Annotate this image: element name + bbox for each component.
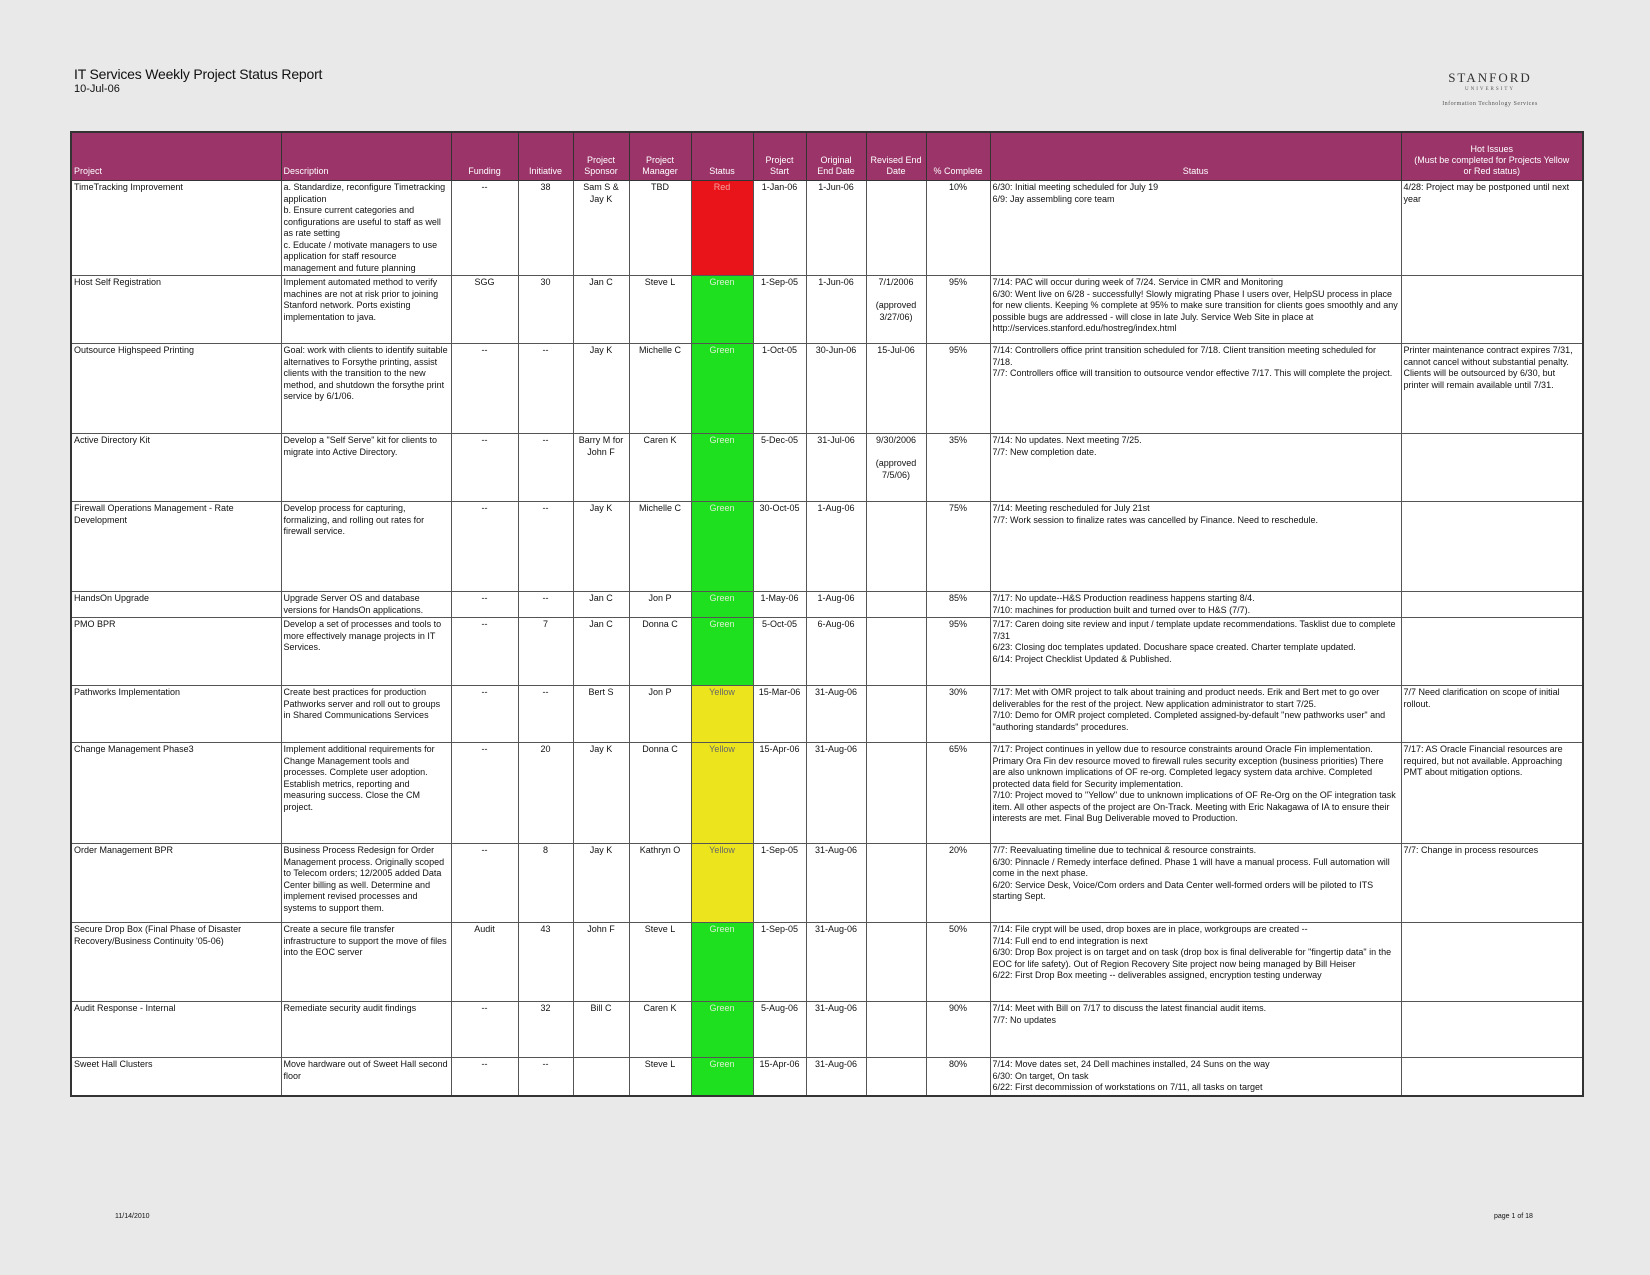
cell-status-indicator: Yellow: [691, 743, 753, 844]
cell-project: Outsource Highspeed Printing: [71, 344, 281, 434]
cell-start-date: 5-Dec-05: [753, 434, 806, 502]
table-row: [71, 1002, 1583, 1058]
cell-project: PMO BPR: [71, 618, 281, 686]
cell-original-end: 30-Jun-06: [806, 344, 866, 434]
table-row: [71, 181, 1583, 276]
cell-sponsor: Jan C: [573, 592, 629, 618]
cell-sponsor: Jay K: [573, 844, 629, 923]
cell-revised-end: [866, 502, 926, 592]
cell-initiative: --: [518, 502, 573, 592]
table-row: [71, 592, 1583, 618]
cell-status-notes: 7/17: Project continues in yellow due to resource constraints around Oracle Fin implementation. Primary Ora Fin dev resource moved to firewall rules security exception (business priorities) There are also unknown implications of OF re-org. Completed legacy system data archive. Completed protected data field for Security implementation. 7/10: Project moved to "Yellow" due to unknown implications of OF Re-Org on the OF integration task item. All other aspects of the project are On-Track. Meeting with Eric Nakagawa of IA to ensure their interests are met. Final Bug Deliverable moved to Production.: [990, 743, 1401, 844]
cell-sponsor: [573, 1058, 629, 1096]
cell-status-notes: 7/14: Meet with Bill on 7/17 to discuss the latest financial audit items. 7/7: No updates: [990, 1002, 1401, 1058]
col-header-sponsor: Project Sponsor: [573, 132, 629, 181]
project-status-table: [70, 131, 1584, 1097]
cell-percent-complete: 65%: [926, 743, 990, 844]
cell-status-notes: 7/17: No update--H&S Production readiness happens starting 8/4. 7/10: machines for production built and turned over to H&S (7/7).: [990, 592, 1401, 618]
cell-manager: Jon P: [629, 592, 691, 618]
cell-status-indicator: Green: [691, 592, 753, 618]
cell-sponsor: Jan C: [573, 618, 629, 686]
cell-funding: --: [451, 743, 518, 844]
cell-start-date: 5-Oct-05: [753, 618, 806, 686]
col-header-percent-complete: % Complete: [926, 132, 990, 181]
cell-status-indicator: Green: [691, 434, 753, 502]
cell-sponsor: Sam S & Jay K: [573, 181, 629, 276]
col-header-status-text: Status: [990, 132, 1401, 181]
logo-line3: Information Technology Services: [1442, 101, 1538, 107]
cell-manager: Kathryn O: [629, 844, 691, 923]
cell-description: Goal: work with clients to identify suitable alternatives to Forsythe printing, assist clients with the transition to the new method, and shutdown the forsythe print service by 6/1/06.: [281, 344, 451, 434]
cell-status-indicator: Green: [691, 1002, 753, 1058]
cell-initiative: 7: [518, 618, 573, 686]
cell-status-indicator: Green: [691, 923, 753, 1002]
cell-original-end: 31-Aug-06: [806, 686, 866, 743]
col-header-initiative: Initiative: [518, 132, 573, 181]
cell-status-indicator: Green: [691, 502, 753, 592]
table-row: [71, 923, 1583, 1002]
cell-start-date: 1-Jan-06: [753, 181, 806, 276]
logo-line2: UNIVERSITY: [1465, 87, 1515, 92]
cell-original-end: 31-Jul-06: [806, 434, 866, 502]
table-row: [71, 434, 1583, 502]
table-row: [71, 743, 1583, 844]
cell-status-notes: 7/14: No updates. Next meeting 7/25. 7/7: New completion date.: [990, 434, 1401, 502]
cell-status-notes: 7/17: Caren doing site review and input / template update recommendations. Tasklist due to complete 7/31 6/23: Closing doc templates updated. Docushare space created. Charter template updated. 6/14: Project Checklist Updated & Published.: [990, 618, 1401, 686]
cell-start-date: 30-Oct-05: [753, 502, 806, 592]
cell-hot-issues: Printer maintenance contract expires 7/31, cannot cancel without substantial penalty. Clients will be outsourced by 6/30, but printer will remain available until 7/31.: [1401, 344, 1583, 434]
cell-manager: Michelle C: [629, 344, 691, 434]
cell-status-indicator: Green: [691, 618, 753, 686]
cell-description: Implement automated method to verify machines are not at risk prior to joining Stanford network. Ports existing implementation to java.: [281, 276, 451, 344]
col-header-revised-end: Revised End Date: [866, 132, 926, 181]
cell-manager: Steve L: [629, 276, 691, 344]
cell-project: Pathworks Implementation: [71, 686, 281, 743]
cell-manager: Donna C: [629, 618, 691, 686]
cell-revised-end: [866, 181, 926, 276]
cell-start-date: 1-Oct-05: [753, 344, 806, 434]
table-row: [71, 502, 1583, 592]
cell-original-end: 6-Aug-06: [806, 618, 866, 686]
cell-funding: --: [451, 181, 518, 276]
cell-status-notes: 7/14: PAC will occur during week of 7/24. Service in CMR and Monitoring 6/30: Went live on 6/28 - successfully! Slowly migrating Phase I users over, HelpSU process in place for new clients. Keeping % complete at 95% to make sure transition for clients goes smoothly and any possible bugs are addressed - will close in late July. Service Web Site in place at http://services.stanford.edu/hostreg/index.html: [990, 276, 1401, 344]
cell-status-indicator: Green: [691, 344, 753, 434]
cell-hot-issues: [1401, 502, 1583, 592]
cell-hot-issues: [1401, 434, 1583, 502]
cell-project: Order Management BPR: [71, 844, 281, 923]
cell-project: Audit Response - Internal: [71, 1002, 281, 1058]
cell-description: Business Process Redesign for Order Management process. Originally scoped to Telecom orders; 12/2005 added Data Center billing as well. Determine and implement revised processes and systems to support them.: [281, 844, 451, 923]
report-date: 10-Jul-06: [74, 83, 120, 95]
cell-project: Secure Drop Box (Final Phase of Disaster Recovery/Business Continuity '05-06): [71, 923, 281, 1002]
cell-status-notes: 6/30: Initial meeting scheduled for July 19 6/9: Jay assembling core team: [990, 181, 1401, 276]
cell-status-indicator: Green: [691, 1058, 753, 1096]
cell-original-end: 1-Jun-06: [806, 181, 866, 276]
cell-start-date: 15-Apr-06: [753, 743, 806, 844]
cell-manager: Jon P: [629, 686, 691, 743]
cell-manager: Steve L: [629, 1058, 691, 1096]
cell-revised-end: 9/30/2006 (approved 7/5/06): [866, 434, 926, 502]
cell-description: Develop a set of processes and tools to more effectively manage projects in IT Services.: [281, 618, 451, 686]
cell-project: Firewall Operations Management - Rate Development: [71, 502, 281, 592]
cell-hot-issues: [1401, 592, 1583, 618]
cell-initiative: 20: [518, 743, 573, 844]
stanford-logo: [1420, 70, 1560, 107]
cell-initiative: 8: [518, 844, 573, 923]
footer-date: 11/14/2010: [115, 1213, 150, 1220]
cell-initiative: --: [518, 592, 573, 618]
cell-manager: Steve L: [629, 923, 691, 1002]
cell-revised-end: [866, 844, 926, 923]
cell-description: Create a secure file transfer infrastructure to support the move of files into the EOC server: [281, 923, 451, 1002]
cell-revised-end: [866, 743, 926, 844]
cell-initiative: 32: [518, 1002, 573, 1058]
cell-revised-end: 7/1/2006 (approved 3/27/06): [866, 276, 926, 344]
cell-revised-end: [866, 686, 926, 743]
cell-revised-end: 15-Jul-06: [866, 344, 926, 434]
col-header-original-end: Original End Date: [806, 132, 866, 181]
cell-revised-end: [866, 592, 926, 618]
cell-revised-end: [866, 1058, 926, 1096]
cell-manager: Caren K: [629, 1002, 691, 1058]
table-row: [71, 686, 1583, 743]
cell-initiative: 38: [518, 181, 573, 276]
cell-hot-issues: 7/17: AS Oracle Financial resources are required, but not available. Approaching PMT about mitigation options.: [1401, 743, 1583, 844]
cell-initiative: 43: [518, 923, 573, 1002]
cell-start-date: 15-Mar-06: [753, 686, 806, 743]
cell-initiative: --: [518, 1058, 573, 1096]
cell-project: HandsOn Upgrade: [71, 592, 281, 618]
cell-funding: Audit: [451, 923, 518, 1002]
cell-sponsor: Jay K: [573, 743, 629, 844]
cell-original-end: 1-Aug-06: [806, 592, 866, 618]
table-row: [71, 344, 1583, 434]
cell-sponsor: Jay K: [573, 502, 629, 592]
cell-funding: --: [451, 686, 518, 743]
cell-sponsor: Bert S: [573, 686, 629, 743]
cell-project: TimeTracking Improvement: [71, 181, 281, 276]
cell-manager: TBD: [629, 181, 691, 276]
cell-description: Move hardware out of Sweet Hall second floor: [281, 1058, 451, 1096]
cell-description: Upgrade Server OS and database versions for HandsOn applications.: [281, 592, 451, 618]
cell-revised-end: [866, 923, 926, 1002]
cell-manager: Michelle C: [629, 502, 691, 592]
cell-sponsor: Jay K: [573, 344, 629, 434]
logo-line1: STANFORD: [1448, 70, 1532, 85]
cell-original-end: 31-Aug-06: [806, 923, 866, 1002]
col-header-description: Description: [281, 132, 451, 181]
col-header-hot-issues: Hot Issues (Must be completed for Projects Yellow or Red status): [1401, 132, 1583, 181]
col-header-manager: Project Manager: [629, 132, 691, 181]
cell-description: Develop a "Self Serve" kit for clients to migrate into Active Directory.: [281, 434, 451, 502]
col-header-project: Project: [71, 132, 281, 181]
cell-status-notes: 7/17: Met with OMR project to talk about training and product needs. Erik and Bert met to go over deliverables for the rest of the project. New application administrator to start 7/25. 7/10: Demo for OMR project completed. Completed assigned-by-default "new pathworks user" and "authoring standards" procedures.: [990, 686, 1401, 743]
cell-original-end: 31-Aug-06: [806, 844, 866, 923]
cell-start-date: 1-Sep-05: [753, 923, 806, 1002]
cell-manager: Donna C: [629, 743, 691, 844]
cell-funding: --: [451, 844, 518, 923]
cell-hot-issues: [1401, 276, 1583, 344]
cell-funding: --: [451, 434, 518, 502]
cell-percent-complete: 75%: [926, 502, 990, 592]
cell-project: Sweet Hall Clusters: [71, 1058, 281, 1096]
cell-funding: --: [451, 592, 518, 618]
table-row: [71, 1058, 1583, 1096]
cell-hot-issues: 4/28: Project may be postponed until next year: [1401, 181, 1583, 276]
cell-sponsor: Jan C: [573, 276, 629, 344]
status-table-container: [70, 131, 1584, 1097]
cell-percent-complete: 90%: [926, 1002, 990, 1058]
cell-project: Active Directory Kit: [71, 434, 281, 502]
cell-funding: --: [451, 1002, 518, 1058]
cell-description: Remediate security audit findings: [281, 1002, 451, 1058]
report-title: IT Services Weekly Project Status Report: [74, 66, 323, 82]
table-row: [71, 844, 1583, 923]
cell-start-date: 1-Sep-05: [753, 844, 806, 923]
cell-sponsor: Bill C: [573, 1002, 629, 1058]
footer-page-number: page 1 of 18: [1494, 1213, 1533, 1220]
col-header-start: Project Start: [753, 132, 806, 181]
cell-initiative: --: [518, 344, 573, 434]
cell-status-indicator: Green: [691, 276, 753, 344]
cell-percent-complete: 30%: [926, 686, 990, 743]
cell-funding: --: [451, 618, 518, 686]
cell-hot-issues: [1401, 1058, 1583, 1096]
cell-initiative: 30: [518, 276, 573, 344]
cell-status-notes: 7/14: Move dates set, 24 Dell machines installed, 24 Suns on the way 6/30: On target, On task 6/22: First decommission of workstations on 7/11, all tasks on target: [990, 1058, 1401, 1096]
cell-start-date: 15-Apr-06: [753, 1058, 806, 1096]
cell-status-indicator: Red: [691, 181, 753, 276]
cell-start-date: 1-Sep-05: [753, 276, 806, 344]
cell-percent-complete: 95%: [926, 344, 990, 434]
table-row: [71, 276, 1583, 344]
cell-funding: --: [451, 502, 518, 592]
cell-original-end: 31-Aug-06: [806, 1058, 866, 1096]
col-header-status-color: Status: [691, 132, 753, 181]
cell-funding: --: [451, 344, 518, 434]
cell-revised-end: [866, 618, 926, 686]
cell-hot-issues: 7/7 Need clarification on scope of initial rollout.: [1401, 686, 1583, 743]
cell-description: Develop process for capturing, formalizing, and rolling out rates for firewall service.: [281, 502, 451, 592]
cell-status-notes: 7/14: Meeting rescheduled for July 21st 7/7: Work session to finalize rates was cancelled by Finance. Need to reschedule.: [990, 502, 1401, 592]
cell-project: Host Self Registration: [71, 276, 281, 344]
cell-description: a. Standardize, reconfigure Timetracking application b. Ensure current categories and configurations are useful to staff as well as rate setting c. Educate / motivate managers to use application for staff resource management and future planning: [281, 181, 451, 276]
cell-project: Change Management Phase3: [71, 743, 281, 844]
cell-hot-issues: [1401, 1002, 1583, 1058]
cell-status-indicator: Yellow: [691, 844, 753, 923]
cell-percent-complete: 95%: [926, 276, 990, 344]
cell-status-indicator: Yellow: [691, 686, 753, 743]
cell-percent-complete: 95%: [926, 618, 990, 686]
cell-percent-complete: 85%: [926, 592, 990, 618]
cell-percent-complete: 35%: [926, 434, 990, 502]
cell-revised-end: [866, 1002, 926, 1058]
cell-sponsor: John F: [573, 923, 629, 1002]
cell-funding: --: [451, 1058, 518, 1096]
cell-original-end: 1-Jun-06: [806, 276, 866, 344]
cell-initiative: --: [518, 434, 573, 502]
cell-hot-issues: [1401, 618, 1583, 686]
cell-manager: Caren K: [629, 434, 691, 502]
cell-original-end: 31-Aug-06: [806, 743, 866, 844]
cell-start-date: 5-Aug-06: [753, 1002, 806, 1058]
cell-hot-issues: [1401, 923, 1583, 1002]
cell-original-end: 31-Aug-06: [806, 1002, 866, 1058]
table-body: [71, 181, 1583, 1096]
cell-percent-complete: 20%: [926, 844, 990, 923]
cell-description: Implement additional requirements for Change Management tools and processes. Complete user adoption. Establish metrics, reporting and measuring success. Close the CM project.: [281, 743, 451, 844]
cell-start-date: 1-May-06: [753, 592, 806, 618]
cell-percent-complete: 10%: [926, 181, 990, 276]
cell-original-end: 1-Aug-06: [806, 502, 866, 592]
cell-percent-complete: 80%: [926, 1058, 990, 1096]
cell-funding: SGG: [451, 276, 518, 344]
cell-status-notes: 7/7: Reevaluating timeline due to technical & resource constraints. 6/30: Pinnacle / Remedy interface defined. Phase 1 will have a manual process. Full automation will come in the next phase. 6/20: Service Desk, Voice/Com orders and Data Center well-formed orders will be piloted to ITS starting Sept.: [990, 844, 1401, 923]
cell-description: Create best practices for production Pathworks server and roll out to groups in Shared Communications Services: [281, 686, 451, 743]
cell-sponsor: Barry M for John F: [573, 434, 629, 502]
cell-initiative: --: [518, 686, 573, 743]
table-header-row: [71, 132, 1583, 181]
col-header-funding: Funding: [451, 132, 518, 181]
cell-percent-complete: 50%: [926, 923, 990, 1002]
cell-hot-issues: 7/7: Change in process resources: [1401, 844, 1583, 923]
cell-status-notes: 7/14: Controllers office print transition scheduled for 7/18. Client transition meeting scheduled for 7/18. 7/7: Controllers office will transition to outsource vendor effective 7/17. This will complete the project.: [990, 344, 1401, 434]
table-row: [71, 618, 1583, 686]
cell-status-notes: 7/14: File crypt will be used, drop boxes are in place, workgroups are created -- 7/14: Full end to end integration is next 6/30: Drop Box project is on target and on task (drop box is final deliverable for "fingertip data" in the EOC for life safety). Out of Region Recovery Site project now being managed by Bill Heiser 6/22: First Drop Box meeting -- deliverables assigned, encryption testing underway: [990, 923, 1401, 1002]
